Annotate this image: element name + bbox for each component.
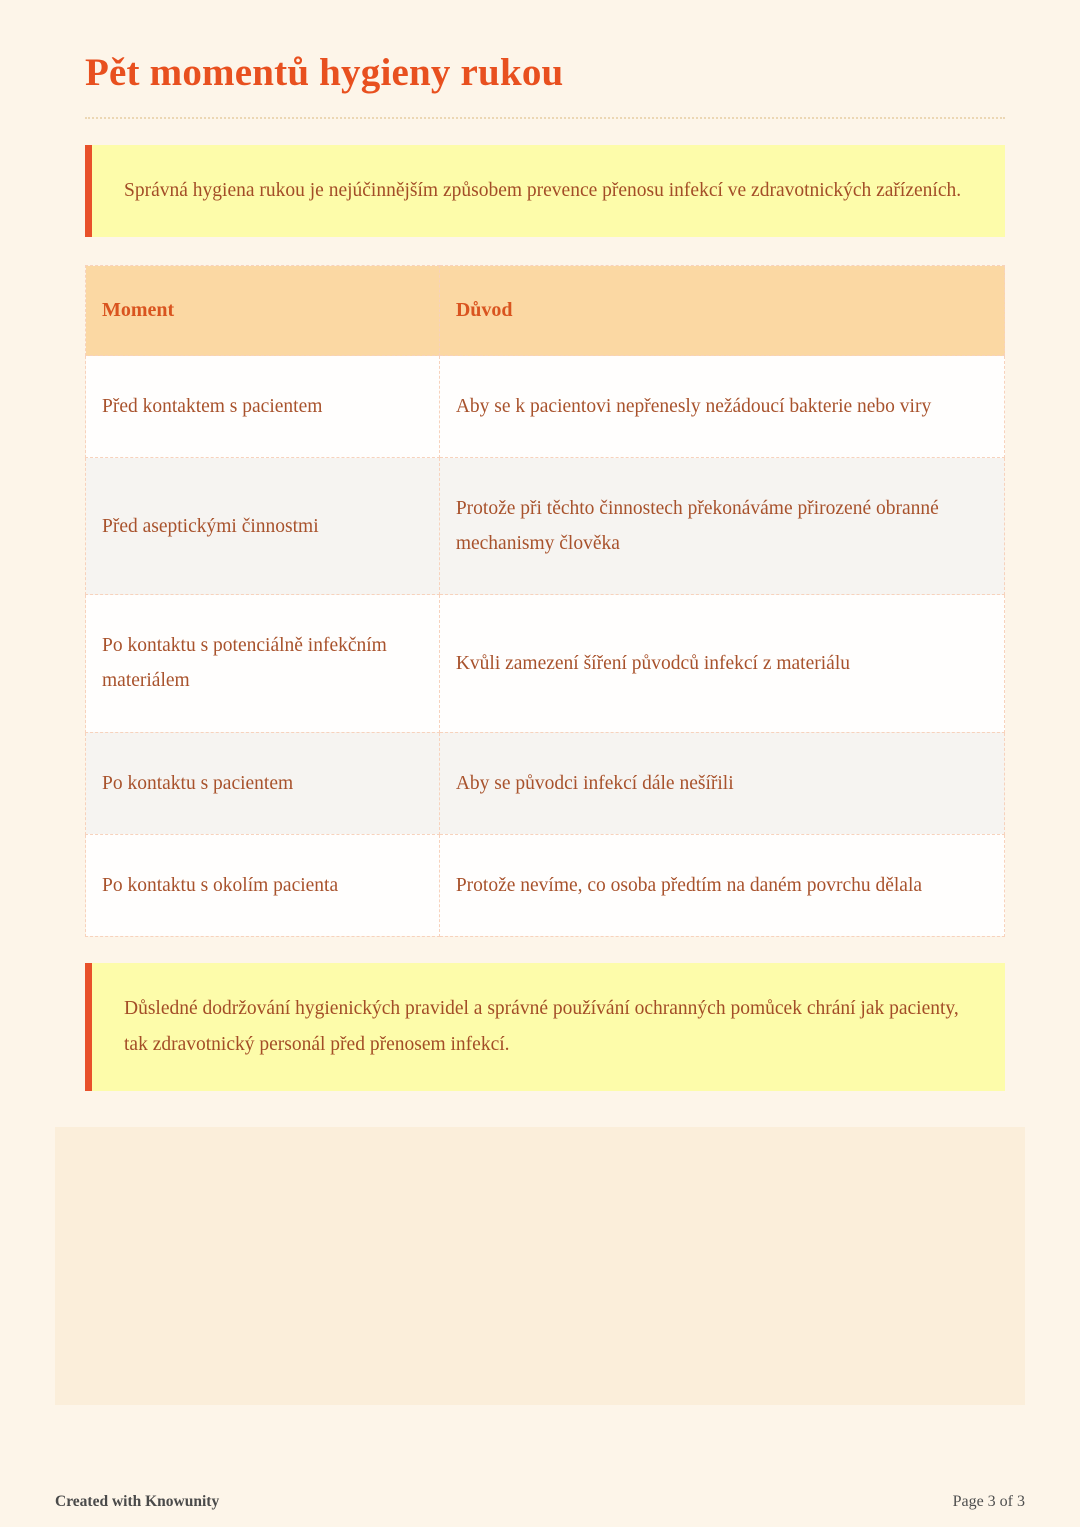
intro-callout — [85, 145, 1005, 237]
footer-branding: Created with Knowunity — [55, 1493, 220, 1510]
column-header-reason: Důvod — [439, 266, 1004, 356]
table-row — [86, 834, 1005, 936]
intro-callout-text: Správná hygiena rukou je nejúčinnějším způsobem prevence přenosu infekcí ve zdravotnických zařízeních. — [124, 180, 962, 201]
page-title: Pět momentů hygieny rukou — [85, 50, 1005, 119]
hand-hygiene-moments-table — [85, 265, 1005, 937]
table-row — [86, 458, 1005, 595]
cell-reason: Aby se k pacientovi nepřenesly nežádoucí bakterie nebo viry — [439, 356, 1004, 458]
cell-moment: Před kontaktem s pacientem — [86, 356, 440, 458]
cell-moment: Před aseptickými činnostmi — [86, 458, 440, 595]
page-footer — [55, 1493, 1025, 1511]
cell-moment: Po kontaktu s pacientem — [86, 732, 440, 834]
summary-callout-text: Důsledné dodržování hygienických pravidel a správné používání ochranných pomůcek chrání jak pacienty, tak zdravotnický personál před přenosem infekcí. — [124, 997, 959, 1055]
table-row — [86, 595, 1005, 732]
table-header-row — [86, 266, 1005, 356]
summary-callout — [85, 963, 1005, 1091]
cell-reason: Aby se původci infekcí dále nešířili — [439, 732, 1004, 834]
cell-reason: Protože nevíme, co osoba předtím na daném povrchu dělala — [439, 834, 1004, 936]
cell-reason: Kvůli zamezení šíření původců infekcí z materiálu — [439, 595, 1004, 732]
cell-moment: Po kontaktu s potenciálně infekčním materiálem — [86, 595, 440, 732]
table-row — [86, 732, 1005, 834]
table-row — [86, 356, 1005, 458]
cell-moment: Po kontaktu s okolím pacienta — [86, 834, 440, 936]
footer-page-number: Page 3 of 3 — [952, 1493, 1025, 1510]
image-placeholder-block — [55, 1127, 1025, 1405]
cell-reason: Protože při těchto činnostech překonáváme přirozené obranné mechanismy člověka — [439, 458, 1004, 595]
column-header-moment: Moment — [86, 266, 440, 356]
